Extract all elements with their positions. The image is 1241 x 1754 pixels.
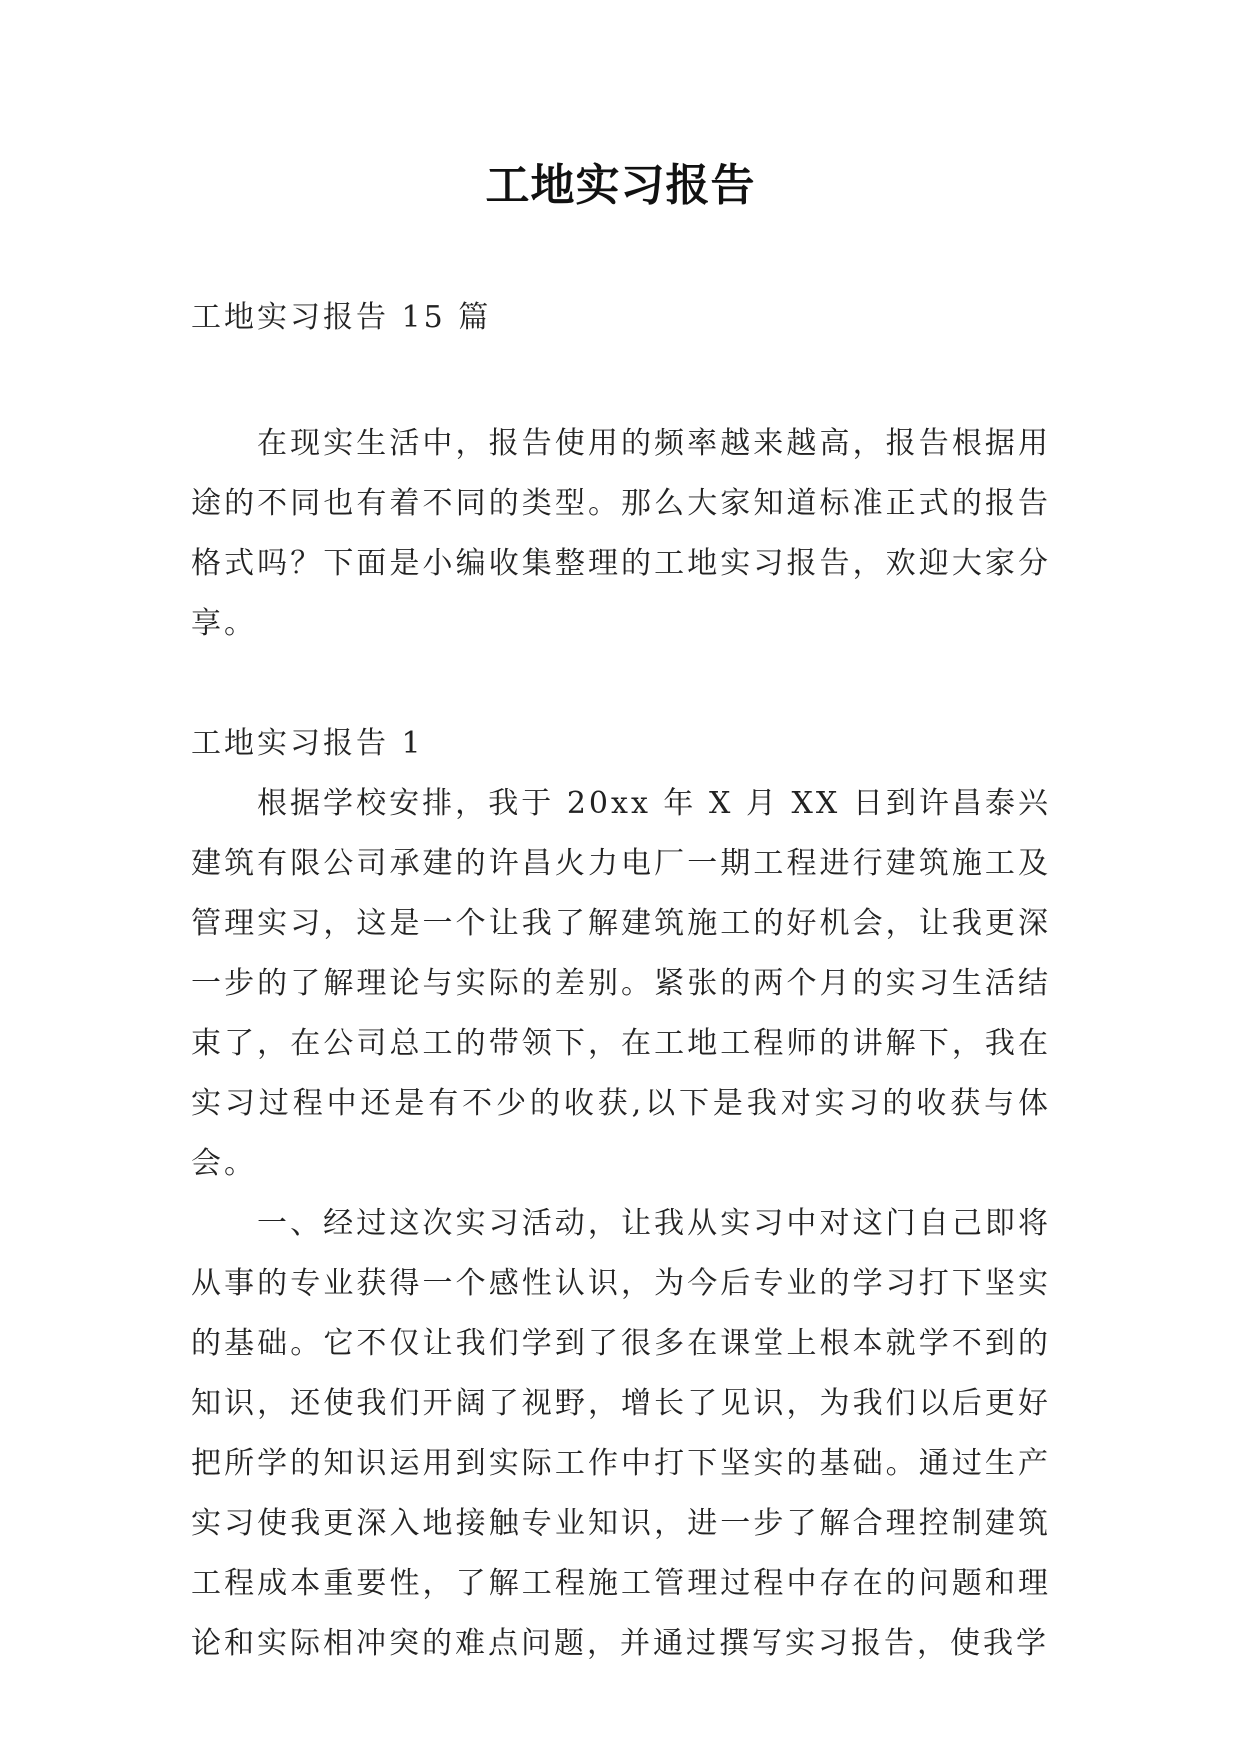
spacer [191, 654, 1051, 714]
spacer [191, 348, 1051, 414]
document-body [191, 288, 1051, 1674]
document-subtitle: 工地实习报告 15 篇 [191, 300, 492, 335]
intro-paragraph: 在现实生活中，报告使用的频率越来越高，报告根据用途的不同也有着不同的类型。那么大家知道标准正式的报告格式吗？下面是小编收集整理的工地实习报告，欢迎大家分享。 [191, 426, 1051, 641]
body-paragraph-2: 一、经过这次实习活动，让我从实习中对这门自己即将从事的专业获得一个感性认识，为今后专业的学习打下坚实的基础。它不仅让我们学到了很多在课堂上根本就学不到的知识，还使我们开阔了视野，增长了见识，为我们以后更好把所学的知识运用到实际工作中打下坚实的基础。通过生产实习使我更深入地接触专业知识，进一步了解合理控制建筑工程成本重要性，了解工程施工管理过程中存在的问题和理论和实际相冲突的难点问题，并通过撰写实习报告，使我学 [191, 1206, 1051, 1661]
body-paragraph-1: 根据学校安排，我于 20xx 年 X 月 XX 日到许昌泰兴建筑有限公司承建的许昌火力电厂一期工程进行建筑施工及管理实习，这是一个让我了解建筑施工的好机会，让我更深一步的了解理论与实际的差别。紧张的两个月的实习生活结束了，在公司总工的带领下，在工地工程师的讲解下，我在实习过程中还是有不少的收获,以下是我对实习的收获与体会。 [191, 786, 1051, 1181]
section-heading: 工地实习报告 1 [191, 726, 424, 761]
document-title: 工地实习报告 [485, 160, 756, 211]
